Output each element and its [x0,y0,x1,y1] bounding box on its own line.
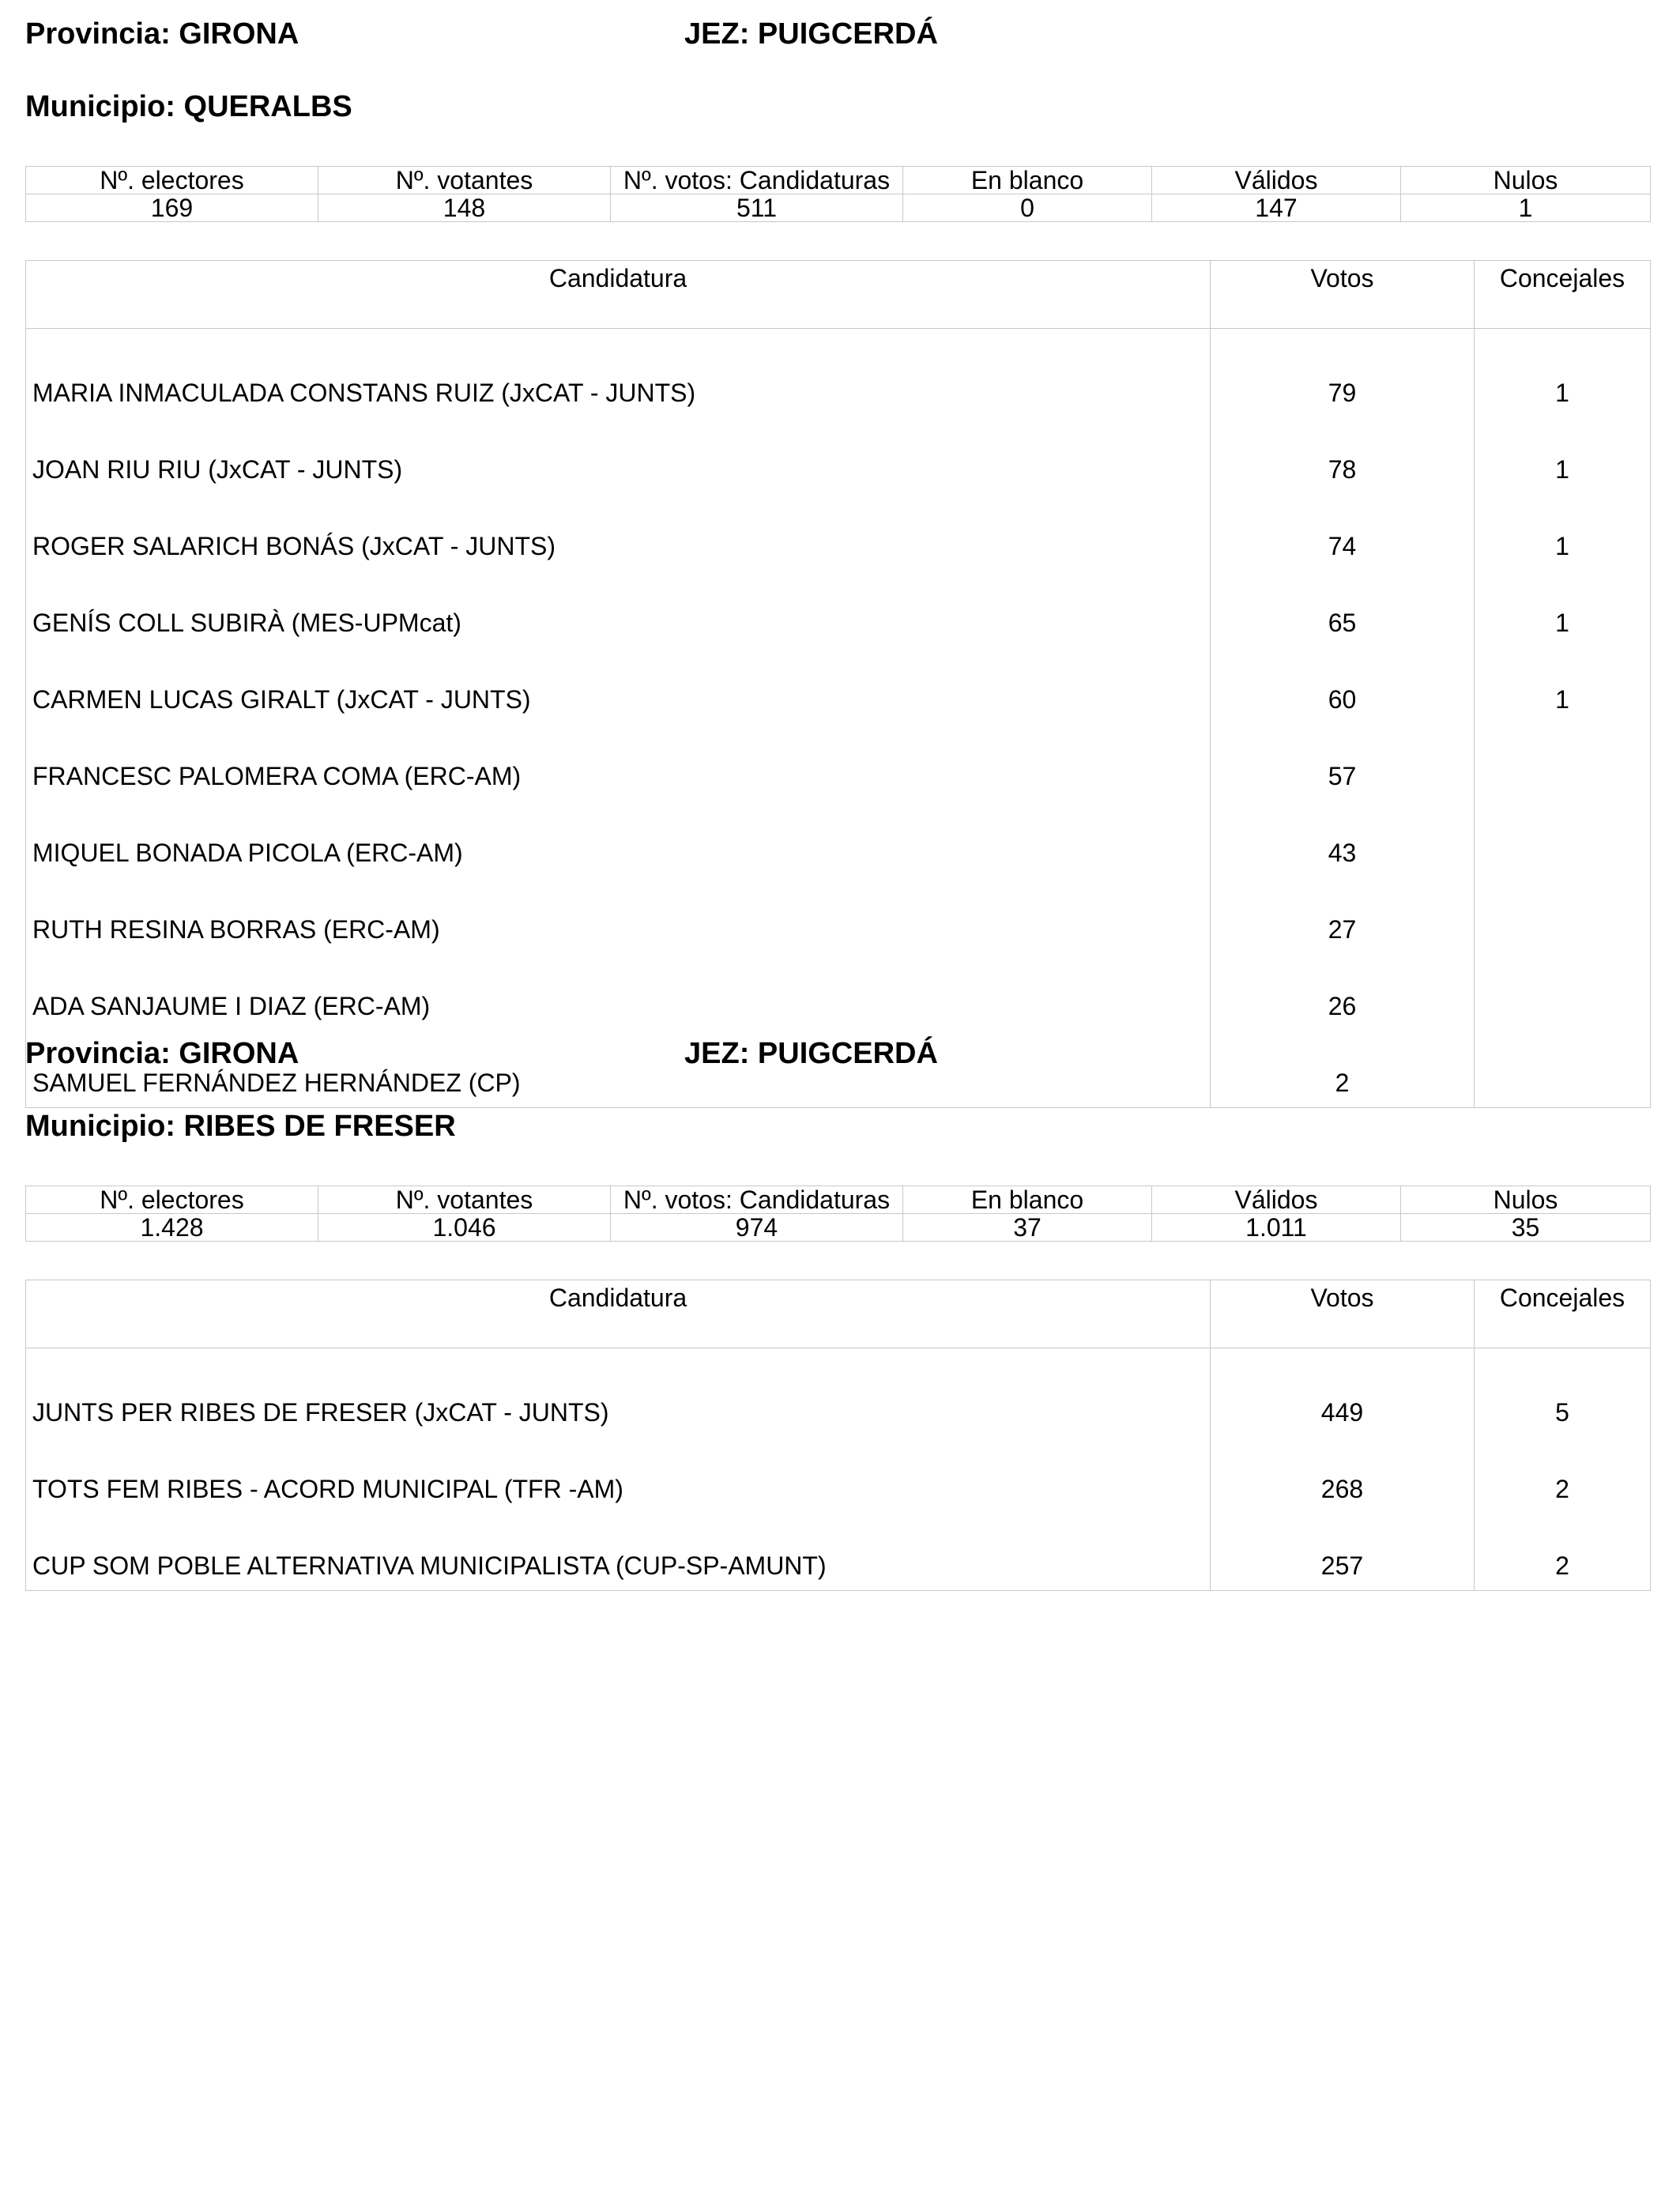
candidate-row [26,1437,1651,1514]
candidatura-header: Candidatura [26,1280,1211,1348]
candidate-votos: 26 [1211,954,1475,1031]
summary-header-row [26,1186,1651,1214]
candidates-table [25,260,1651,1108]
candidate-name: MIQUEL BONADA PICOLA (ERC-AM) [26,801,1211,877]
candidate-row [26,724,1651,801]
candidate-votos: 78 [1211,417,1475,494]
municipio-section-ribes-de-freser [25,1037,1650,1591]
summary-value-row [26,194,1651,222]
candidate-votos: 268 [1211,1437,1475,1514]
candidate-name: TOTS FEM RIBES - ACORD MUNICIPAL (TFR -AM) [26,1437,1211,1514]
votos-header: Votos [1211,261,1475,329]
summary-header-cell: En blanco [903,1186,1152,1214]
jez-label: JEZ: PUIGCERDÁ [684,17,938,51]
summary-value-row [26,1214,1651,1242]
summary-value-cell: 37 [903,1214,1152,1242]
candidate-row [26,647,1651,724]
candidate-row [26,571,1651,647]
candidatura-header: Candidatura [26,261,1211,329]
concejales-header: Concejales [1475,261,1651,329]
summary-value-cell: 148 [318,194,611,222]
candidate-concejales [1475,954,1651,1031]
provincia-label: Provincia: GIRONA [25,1037,299,1070]
candidate-row [26,801,1651,877]
candidate-name: CUP SOM POBLE ALTERNATIVA MUNICIPALISTA (CUP-SP-AMUNT) [26,1514,1211,1591]
candidate-concejales: 1 [1555,685,1569,714]
candidate-name: SAMUEL FERNÁNDEZ HERNÁNDEZ (CP) [26,1031,1211,1108]
candidate-name: GENÍS COLL SUBIRÀ (MES-UPMcat) [26,571,1211,647]
summary-header-cell: Nº. votantes [318,1186,611,1214]
summary-header-cell: Válidos [1152,1186,1401,1214]
municipio-section-queralbs [25,17,1650,1108]
candidate-votos: 79 [1211,329,1475,418]
summary-value-cell: 147 [1152,194,1401,222]
candidate-name: RUTH RESINA BORRAS (ERC-AM) [26,877,1211,954]
summary-header-cell: Nº. electores [26,1186,318,1214]
summary-value-cell: 0 [903,194,1152,222]
candidate-concejales [1475,801,1651,877]
summary-header-cell: Nulos [1401,167,1651,194]
summary-value-cell: 1.046 [318,1214,611,1242]
jez-label: JEZ: PUIGCERDÁ [684,1037,938,1070]
candidates-table [25,1280,1651,1591]
concejales-header: Concejales [1475,1280,1651,1348]
municipio-label: Municipio: QUERALBS [25,90,352,123]
candidates-header-row [26,1280,1651,1348]
summary-value-cell: 169 [26,194,318,222]
candidate-votos: 449 [1211,1348,1475,1438]
summary-header-cell: Nº. votantes [318,167,611,194]
summary-header-cell: Nº. electores [26,167,318,194]
candidate-name: ADA SANJAUME I DIAZ (ERC-AM) [26,954,1211,1031]
candidate-votos: 2 [1211,1031,1475,1108]
votos-header: Votos [1211,1280,1475,1348]
candidate-votos: 60 [1211,647,1475,724]
summary-header-cell: Nº. votos: Candidaturas [611,1186,903,1214]
summary-header-cell: Nº. votos: Candidaturas [611,167,903,194]
candidate-concejales [1475,877,1651,954]
candidate-concejales: 2 [1555,1551,1569,1580]
candidate-votos: 43 [1211,801,1475,877]
candidate-concejales: 1 [1555,379,1569,407]
summary-value-cell: 35 [1401,1214,1651,1242]
candidate-row [26,1348,1651,1438]
municipio-label: Municipio: RIBES DE FRESER [25,1110,456,1143]
candidate-votos: 27 [1211,877,1475,954]
candidate-name: ROGER SALARICH BONÁS (JxCAT - JUNTS) [26,494,1211,571]
candidate-name: CARMEN LUCAS GIRALT (JxCAT - JUNTS) [26,647,1211,724]
summary-value-cell: 1.011 [1152,1214,1401,1242]
summary-table [25,166,1651,222]
summary-table [25,1186,1651,1242]
summary-value-cell: 1 [1401,194,1651,222]
summary-value-cell: 1.428 [26,1214,318,1242]
candidate-name: JOAN RIU RIU (JxCAT - JUNTS) [26,417,1211,494]
summary-header-cell: Válidos [1152,167,1401,194]
candidate-row [26,329,1651,418]
section-header [25,1037,1650,1084]
candidate-row [26,877,1651,954]
candidate-concejales: 1 [1555,455,1569,484]
candidate-row [26,417,1651,494]
candidate-row [26,494,1651,571]
summary-value-cell: 974 [611,1214,903,1242]
summary-header-cell: Nulos [1401,1186,1651,1214]
candidate-concejales: 1 [1555,609,1569,637]
candidate-concejales: 5 [1555,1398,1569,1427]
section-header [25,17,1650,65]
candidate-votos: 57 [1211,724,1475,801]
candidate-name: FRANCESC PALOMERA COMA (ERC-AM) [26,724,1211,801]
candidate-votos: 65 [1211,571,1475,647]
summary-header-cell: En blanco [903,167,1152,194]
candidate-name: MARIA INMACULADA CONSTANS RUIZ (JxCAT - JUNTS) [26,329,1211,418]
candidate-votos: 257 [1211,1514,1475,1591]
candidates-header-row [26,261,1651,329]
candidate-concejales [1475,724,1651,801]
summary-header-row [26,167,1651,194]
candidate-row [26,1514,1651,1591]
summary-value-cell: 511 [611,194,903,222]
candidate-row [26,954,1651,1031]
provincia-label: Provincia: GIRONA [25,17,299,51]
candidate-votos: 74 [1211,494,1475,571]
candidate-concejales: 2 [1555,1475,1569,1503]
candidate-name: JUNTS PER RIBES DE FRESER (JxCAT - JUNTS) [26,1348,1211,1438]
candidate-concejales: 1 [1555,532,1569,560]
